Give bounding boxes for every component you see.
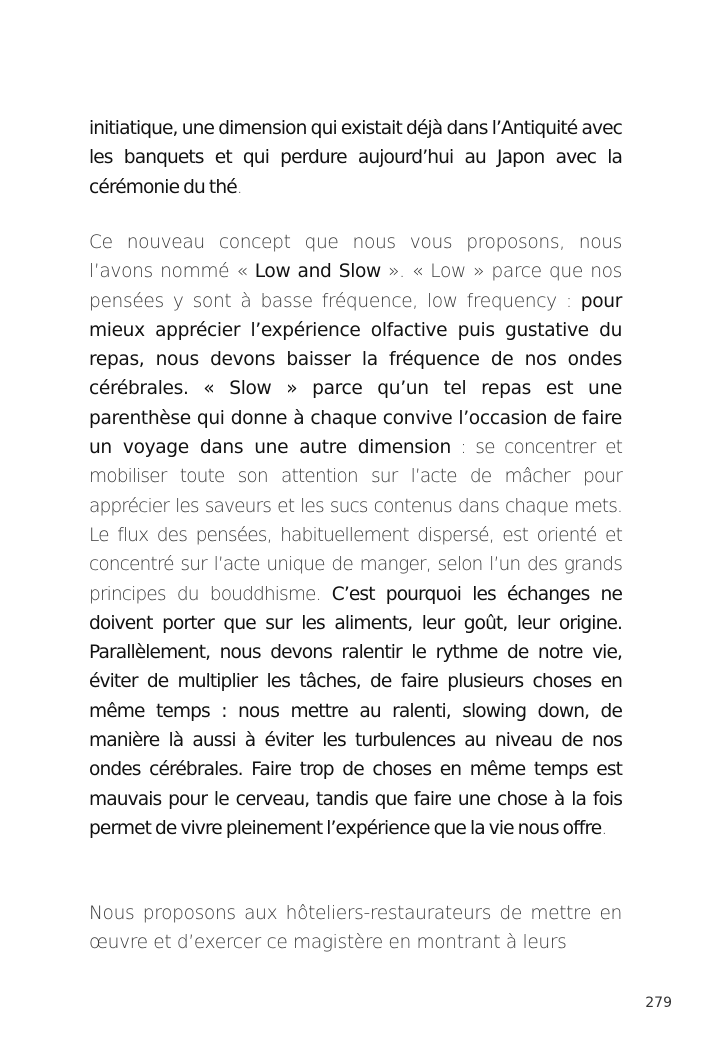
paragraph-1 — [89, 114, 622, 202]
paragraph-2-period: . — [601, 817, 607, 839]
paragraph-2-concentration: : se concentrer et mobiliser toute son attention sur l’acte de mâcher pour apprécier les saveurs et les sucs contenus dans chaque mets. Le flux des pensées, habituellement dispersé, est orienté et concentré sur l’acte unique de manger, selon l’un des grands principes du bouddhisme. — [89, 437, 622, 605]
paragraph-3 — [89, 899, 622, 958]
concept-name: Low and Slow — [254, 261, 381, 283]
paragraph-2 — [89, 228, 622, 843]
paragraph-1-bold-text: initiatique, une dimension qui existait déjà dans l’Antiquité avec les banquets et qui perdure aujourd’hui au Japon avec la cérémonie du thé — [89, 118, 622, 198]
paragraph-2-intro: Ce nouveau concept que nous vous proposons, nous l’avons nommé « — [89, 232, 622, 283]
paragraph-1-period: . — [236, 176, 242, 198]
page-number: 279 — [645, 995, 672, 1011]
paragraph-2-emphasis-2: C’est pourquoi les échanges ne doivent porter que sur les aliments, leur goût, leur origine. Parallèlement, nous devons ralentir le rythme de notre vie, éviter de multiplier les tâches, de faire plusieurs choses en même temps : nous mettre au ralenti, slowing down, de manière là aussi à éviter les turbulences au niveau de nos ondes cérébrales. Faire trop de choses en même temps est mauvais pour le cerveau, tandis que faire une chose à la fois permet de vivre pleinement l’expérience que la vie nous offre — [89, 583, 622, 839]
paragraph-3-text: Nous proposons aux hôteliers-restaurateurs de mettre en œuvre et d’exercer ce magistère en montrant à leurs — [89, 903, 622, 954]
paragraph-2-low-explanation: ». « Low » parce que nos pensées y sont à basse fréquence, low frequency : — [89, 261, 622, 312]
paragraph-2-emphasis-1: pour mieux apprécier l’expérience olfactive puis gustative du repas, nous devons baisser la fréquence de nos ondes cérébrales. « Slow » parce qu’un tel repas est une parenthèse qui donne à chaque convive l’occasion de faire un voyage dans une autre dimension — [89, 290, 622, 459]
